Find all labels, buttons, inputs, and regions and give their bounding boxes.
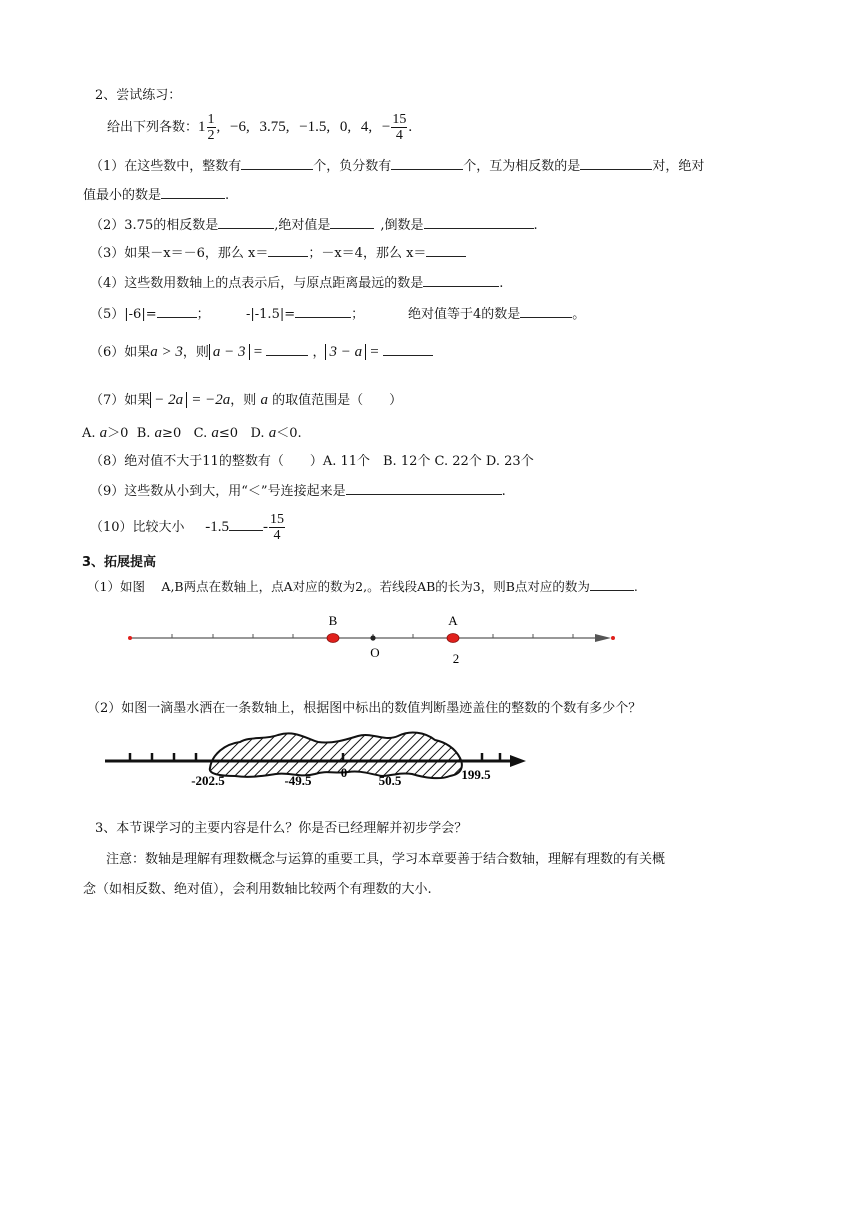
q2-text-a: （2）3.75的相反数是 <box>90 218 219 233</box>
question-7 <box>90 389 402 412</box>
question-2 <box>90 215 538 235</box>
answer-blank[interactable] <box>424 215 534 229</box>
arrow-head-icon <box>510 755 526 767</box>
fraction-numerator: 1 <box>207 112 215 127</box>
q7-rhs: = −2a <box>191 392 231 408</box>
arrow-tip-dot <box>611 636 615 640</box>
answer-blank[interactable] <box>423 273 499 287</box>
answer-blank[interactable] <box>218 215 274 229</box>
label-b: B <box>328 613 338 628</box>
fraction-denominator: 4 <box>273 528 281 543</box>
minus-sign: - <box>262 519 268 535</box>
option-label: C. <box>193 426 208 441</box>
p1-text: （1）如图 A,B两点在数轴上，点A对应的数为2,。若线段AB的长为3，则B点对应的数为 <box>87 579 590 594</box>
option-relation: ＞0 <box>107 426 129 441</box>
ink-blot <box>210 733 462 779</box>
q3-text-a: （3）如果－x＝－6，那么 x＝ <box>90 246 269 261</box>
answer-blank[interactable] <box>161 185 225 199</box>
answer-blank[interactable] <box>426 243 466 257</box>
origin-point <box>370 635 375 640</box>
q8-text: （8）绝对值不大于11的整数有（ ）A. 11个 B. 12个 C. 22个 D. 23个 <box>90 454 534 469</box>
section-3-heading <box>82 554 156 572</box>
answer-blank[interactable] <box>580 156 652 170</box>
answer-blank[interactable] <box>520 304 572 318</box>
q1-text-c: 个，互为相反数的是 <box>463 159 581 174</box>
question-7-options <box>82 424 302 443</box>
mixed-whole: 1 <box>198 119 206 135</box>
closing-question-text: 3、本节课学习的主要内容是什么？你是否已经理解并初步学会？ <box>95 821 468 836</box>
label-o: O <box>370 645 380 660</box>
question-9 <box>90 481 506 501</box>
q1-text-e: 值最小的数是 <box>83 188 162 203</box>
q10-left-value: -1.5 <box>205 519 229 535</box>
fraction-15-4 <box>269 512 285 543</box>
option-label: D. <box>250 426 265 441</box>
q4-text-a: （4）这些数用数轴上的点表示后，与原点距离最远的数是 <box>90 276 424 291</box>
answer-blank[interactable] <box>590 577 634 591</box>
label-neg-202-5: -202.5 <box>191 773 225 788</box>
q5-text-b: ； <box>196 307 210 322</box>
option-relation: ≥0 <box>162 426 182 441</box>
note-line-1 <box>106 851 665 869</box>
label-neg-49-5: -49.5 <box>284 773 312 788</box>
note-text-1: 注意：数轴是理解有理数概念与运算的重要工具，学习本章要善于结合数轴，理解有理数的有关概 <box>106 852 666 867</box>
variable-a: a <box>260 392 268 408</box>
answer-blank[interactable] <box>383 342 433 356</box>
answer-blank[interactable] <box>330 215 374 229</box>
numbers-list: , −6, 3.75, −1.5, 0, 4, − <box>216 119 391 135</box>
answer-blank[interactable] <box>229 517 263 531</box>
answer-blank[interactable] <box>241 156 313 170</box>
option-d[interactable] <box>250 426 301 441</box>
answer-blank[interactable] <box>266 342 308 356</box>
q5-text-e: 绝对值等于4的数是 <box>408 307 521 322</box>
option-relation: ＜0. <box>276 426 302 441</box>
q6-text-a: （6）如果 <box>90 345 151 360</box>
mixed-fraction <box>207 112 216 143</box>
option-a[interactable] <box>82 426 128 441</box>
variable-a: a <box>99 425 108 441</box>
fraction-denominator: 2 <box>207 128 215 143</box>
abs-expression: a − 3 <box>209 344 250 360</box>
ink-blot-figure <box>100 722 530 790</box>
question-5-part-2 <box>246 304 364 324</box>
q5-text-f: 。 <box>572 307 586 322</box>
q9-text-b: . <box>501 484 506 499</box>
q2-text-c: ,倒数是 <box>380 218 424 233</box>
question-1-cont <box>83 185 229 205</box>
question-4 <box>90 273 503 293</box>
note-text-2: 念（如相反数、绝对值），会利用数轴比较两个有理数的大小. <box>83 882 432 897</box>
question-5 <box>90 304 210 324</box>
question-10 <box>90 507 286 547</box>
fraction-numerator: 15 <box>269 512 284 527</box>
question-6 <box>90 341 433 364</box>
heading-text: 3、拓展提高 <box>82 555 157 570</box>
q7-text-b: ，则 <box>230 393 257 408</box>
answer-blank[interactable] <box>268 243 308 257</box>
equals: = <box>253 344 263 360</box>
equals: = <box>370 344 379 360</box>
label-zero: 0 <box>340 765 348 780</box>
separator: ， <box>312 345 326 360</box>
problem-1 <box>87 577 638 596</box>
question-5-part-3 <box>408 304 585 324</box>
arrow-head-icon <box>595 634 611 642</box>
numbers-line <box>107 107 412 147</box>
answer-blank[interactable] <box>295 304 351 318</box>
problem-2 <box>87 700 641 718</box>
answer-blank[interactable] <box>391 156 463 170</box>
answer-blank[interactable] <box>157 304 197 318</box>
option-b[interactable] <box>137 426 182 441</box>
q7-text-c: 的取值范围是（ ） <box>272 393 403 408</box>
label-2: 2 <box>452 651 460 666</box>
option-label: B. <box>136 426 151 441</box>
q1-text-a: （1）在这些数中，整数有 <box>90 159 242 174</box>
q1-text-b: 个，负分数有 <box>313 159 392 174</box>
fraction-numerator: 15 <box>392 112 407 127</box>
label-50-5: 50.5 <box>378 773 402 788</box>
q1-text-d: 对，绝对 <box>652 159 705 174</box>
intro-text: 给出下列各数： <box>107 120 199 135</box>
fraction-15-4 <box>391 112 407 143</box>
q1-text-f: . <box>225 188 230 203</box>
number-line-figure <box>125 605 625 667</box>
q5-text-d: ； <box>351 307 365 322</box>
q2-text-b: ,绝对值是 <box>274 218 331 233</box>
option-label: A. <box>82 426 96 441</box>
answer-blank[interactable] <box>346 481 502 495</box>
q6-text-b: ，则 <box>182 345 209 360</box>
axis-start-dot <box>128 636 132 640</box>
point-a <box>447 634 459 643</box>
abs-expression: − 2a <box>150 392 187 408</box>
q5-text-a: （5）|-6|= <box>90 307 157 322</box>
abs-expression: 3 − a <box>325 344 366 360</box>
note-line-2 <box>83 881 432 899</box>
variable-a: a <box>211 425 219 441</box>
fraction-denominator: 4 <box>395 128 403 143</box>
p1-end: . <box>633 579 638 594</box>
q5-text-c: -|-1.5|= <box>246 307 296 322</box>
section-heading <box>95 87 181 105</box>
question-1 <box>90 156 704 176</box>
period: . <box>408 119 413 135</box>
label-199-5: 199.5 <box>461 767 491 782</box>
question-3 <box>90 243 466 263</box>
variable-a: a <box>154 425 163 441</box>
closing-question <box>95 820 467 838</box>
q3-text-b: ；－x＝4，那么 x＝ <box>308 246 427 261</box>
q6-condition: a > 3 <box>150 344 183 360</box>
label-a: A <box>448 613 458 628</box>
point-b <box>327 634 339 643</box>
q4-text-b: . <box>499 276 504 291</box>
variable-a: a <box>268 425 277 441</box>
heading-text: 2、尝试练习： <box>95 88 182 103</box>
q9-text-a: （9）这些数从小到大，用“＜”号连接起来是 <box>90 484 346 499</box>
q2-text-d: . <box>533 218 538 233</box>
option-c[interactable] <box>194 426 238 441</box>
question-8 <box>90 453 534 471</box>
q10-text: （10）比较大小 <box>90 520 185 535</box>
p2-text: （2）如图一滴墨水洒在一条数轴上，根据图中标出的数值判断墨迹盖住的整数的个数有多少个？ <box>87 701 642 716</box>
q7-text-a: （7）如果 <box>90 393 151 408</box>
option-relation: ≤0 <box>218 426 239 441</box>
